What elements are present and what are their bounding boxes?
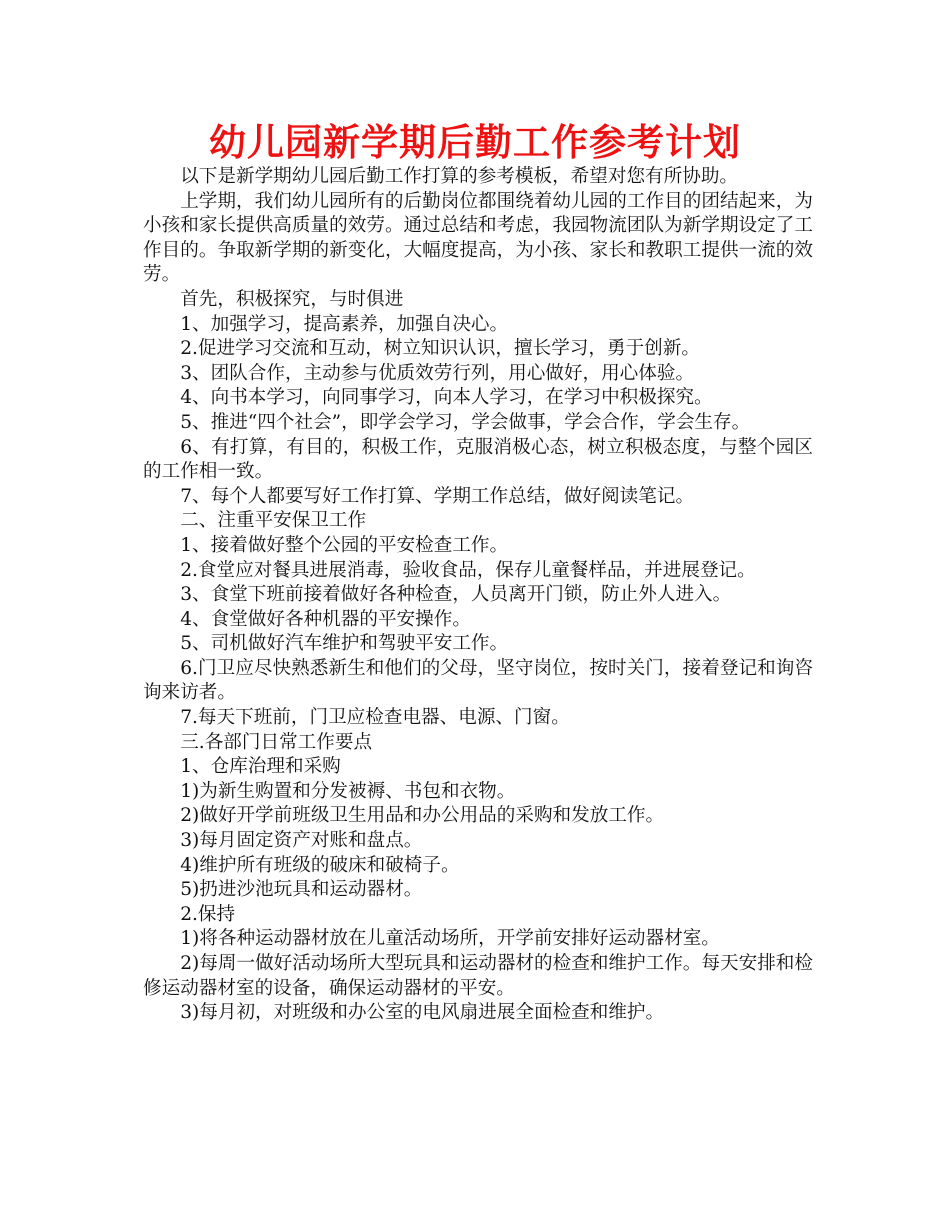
list-item: 1)将各种运动器材放在儿童活动场所，开学前安排好运动器材室。 bbox=[180, 928, 720, 950]
document-body bbox=[143, 165, 813, 1026]
list-item: 3、食堂下班前接着做好各种检查，人员离开门锁，防止外人进入。 bbox=[180, 584, 732, 606]
list-item: 4、向书本学习，向同事学习，向本人学习，在学习中积极探究。 bbox=[180, 387, 713, 409]
list-item: 2.食堂应对餐具进展消毒，验收食品，保存儿童餐样品，并进展登记。 bbox=[180, 559, 756, 581]
subsection-heading: 2.保持 bbox=[180, 903, 236, 925]
list-item: 1、接着做好整个公园的平安检查工作。 bbox=[180, 534, 509, 556]
list-item: 6.门卫应尽快熟悉新生和他们的父母，坚守岗位，按时关门，接着登记和询咨询来访者。 bbox=[143, 657, 813, 704]
list-item: 3)每月固定资产对账和盘点。 bbox=[180, 830, 423, 852]
list-item: 1)为新生购置和分发被褥、书包和衣物。 bbox=[180, 780, 516, 802]
list-item: 5)扔进沙池玩具和运动器材。 bbox=[180, 879, 423, 901]
list-item: 5、推进“四个社会”，即学会学习，学会做事，学会合作，学会生存。 bbox=[180, 411, 751, 433]
list-item: 7.每天下班前，门卫应检查电器、电源、门窗。 bbox=[180, 707, 570, 729]
section-heading: 二、注重平安保卫工作 bbox=[180, 510, 367, 532]
list-item: 3、团队合作，主动参与优质效劳行列，用心做好，用心体验。 bbox=[180, 362, 695, 384]
list-item: 1、加强学习，提高素养，加强自决心。 bbox=[180, 313, 509, 335]
paragraph: 以下是新学期幼儿园后勤工作打算的参考模板，希望对您有所协助。 bbox=[180, 166, 739, 187]
list-item: 7、每个人都要写好工作打算、学期工作总结，做好阅读笔记。 bbox=[180, 485, 695, 507]
section-heading: 三.各部门日常工作要点 bbox=[180, 731, 373, 753]
page-title: 幼儿园新学期后勤工作参考计划 bbox=[209, 121, 741, 164]
list-item: 2)做好开学前班级卫生用品和办公用品的采购和发放工作。 bbox=[180, 805, 665, 827]
list-item: 6、有打算，有目的，积极工作，克服消极心态，树立积极态度，与整个园区的工作相一致。 bbox=[143, 436, 813, 483]
section-heading: 首先，积极探究，与时俱进 bbox=[180, 288, 404, 310]
list-item: 4、食堂做好各种机器的平安操作。 bbox=[180, 608, 471, 630]
list-item: 2)每周一做好活动场所大型玩具和运动器材的检查和维护工作。每天安排和检修运动器材室的设备，确保运动器材的平安。 bbox=[143, 953, 813, 999]
paragraph: 上学期，我们幼儿园所有的后勤岗位都围绕着幼儿园的工作目的团结起来，为小孩和家长提供高质量的效劳。通过总结和考虑，我园物流团队为新学期设定了工作目的。争取新学期的新变化，大幅度提高，为小孩、家长和教职工提供一流的效劳。 bbox=[143, 190, 813, 286]
list-item: 4)维护所有班级的破床和破椅子。 bbox=[180, 854, 460, 876]
list-item: 3)每月初，对班级和办公室的电风扇进展全面检查和维护。 bbox=[180, 1002, 665, 1024]
list-item: 2.促进学习交流和互动，树立知识认识，擅长学习，勇于创新。 bbox=[180, 338, 700, 360]
subsection-heading: 1、仓库治理和采购 bbox=[180, 756, 341, 778]
list-item: 5、司机做好汽车维护和驾驶平安工作。 bbox=[180, 633, 509, 655]
